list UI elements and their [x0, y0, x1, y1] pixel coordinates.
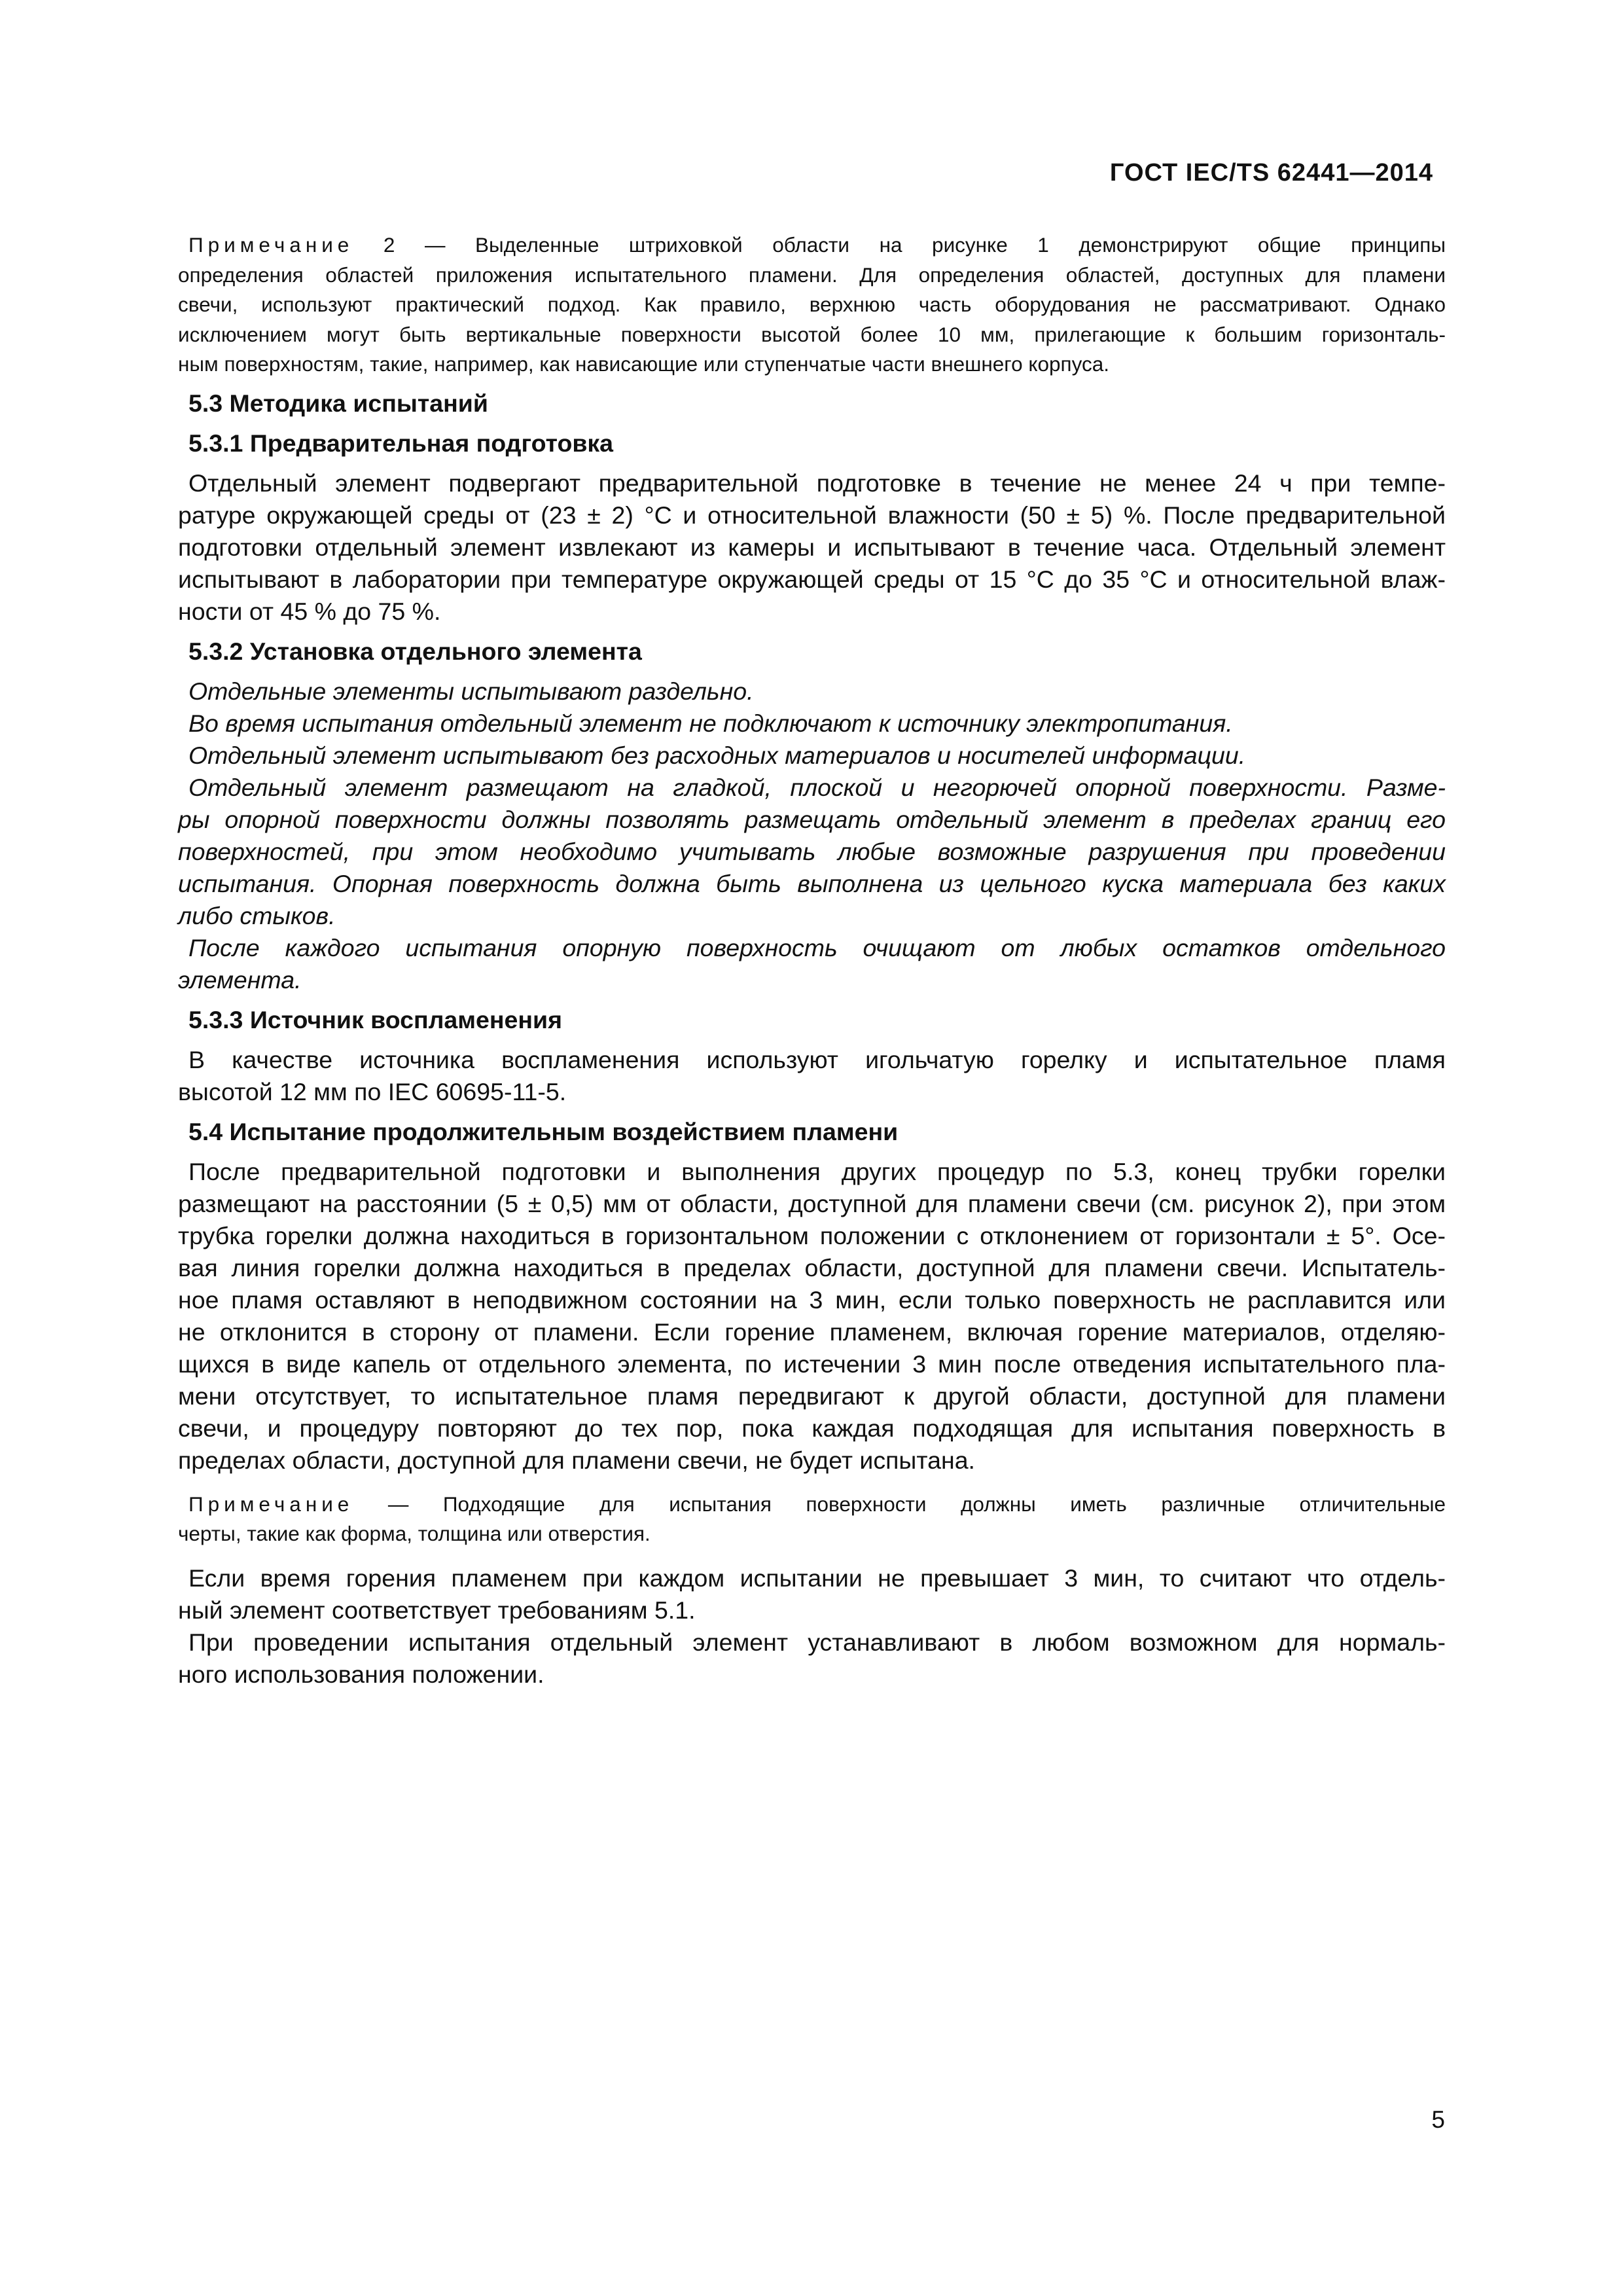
section-5-4-conclusion [178, 1562, 1446, 1691]
section-5-3-2-heading: 5.3.2 Установка отдельного элемента [188, 637, 642, 665]
note-line: Примечание — Подходящие для испытания поверхности должны иметь различные отличительные [188, 1492, 1446, 1516]
note-2-line: определения областей приложения испытательного пламени. Для определения областей, доступных для пламени [178, 262, 1446, 287]
section-5-3-heading: 5.3 Методика испытаний [188, 389, 488, 417]
section-5-3-1-heading: 5.3.1 Предварительная подготовка [188, 429, 614, 457]
text-line: ный элемент соответствует требованиям 5.1. [178, 1596, 696, 1624]
section-5-4-text [178, 1156, 1446, 1477]
page-content [178, 230, 1446, 1691]
section-5-3-3-heading: 5.3.3 Источник воспламенения [188, 1005, 562, 1033]
note-2-line: ным поверхностям, такие, например, как нависающие или ступенчатые части внешнего корпуса. [178, 352, 1110, 376]
text-line: размещают на расстоянии (5 ± 0,5) мм от области, доступной для пламени свечи (см. рисунок 2), при этом [178, 1189, 1446, 1217]
text-line: Если время горения пламенем при каждом испытании не превышает 3 мин, то считают что отдель- [188, 1564, 1446, 1592]
text-line: пределах области, доступной для пламени свечи, не будет испытана. [178, 1446, 975, 1474]
text-line: поверхностей, при этом необходимо учитывать любые возможные разрушения при проведении [178, 837, 1446, 865]
text-line: высотой 12 мм по IEC 60695-11-5. [178, 1077, 567, 1105]
page-number: 5 [1431, 2106, 1445, 2133]
text-line: После предварительной подготовки и выполнения других процедур по 5.3, конец трубки горелки [188, 1157, 1446, 1185]
note-5-4 [178, 1490, 1446, 1549]
text-line: вая линия горелки должна находиться в пределах области, доступной для пламени свечи. Испытатель- [178, 1253, 1446, 1282]
text-line: испытывают в лаборатории при температуре окружающей среды от 15 °C до 35 °C и относительной влаж- [178, 565, 1446, 593]
note-line: черты, такие как форма, толщина или отверстия. [178, 1522, 651, 1545]
text-line: Отдельный элемент испытывают без расходных материалов и носителей информации. [188, 741, 1246, 769]
note-2 [178, 230, 1446, 380]
text-line: В качестве источника воспламенения используют игольчатую горелку и испытательное пламя [188, 1045, 1446, 1073]
text-line: испытания. Опорная поверхность должна быть выполнена из цельного куска материала без каких [178, 869, 1446, 897]
section-5-4-heading: 5.4 Испытание продолжительным воздействием пламени [188, 1117, 899, 1145]
section-5-3-2-text [178, 675, 1446, 996]
section-5-3-3-text [178, 1044, 1446, 1108]
text-line: Отдельные элементы испытывают раздельно. [188, 677, 754, 705]
text-line: ное пламя оставляют в неподвижном состоянии на 3 мин, если только поверхность не расплавится или [178, 1285, 1446, 1314]
note-2-line: свечи, используют практический подход. Как правило, верхнюю часть оборудования не рассматривают. Однако [178, 293, 1446, 316]
note-label: Примечание [188, 233, 354, 257]
text-line: ного использования положении. [178, 1660, 544, 1688]
text-line: Отдельный элемент подвергают предварительной подготовке в течение не менее 24 ч при темпе- [188, 469, 1446, 497]
note-2-line: Примечание 2 — Выделенные штриховкой области на рисунке 1 демонстрируют общие принципы [188, 233, 1446, 257]
text-line: Отдельный элемент размещают на гладкой, плоской и негорючей опорной поверхности. Разме- [188, 773, 1446, 801]
section-5-3-1-text [178, 467, 1446, 628]
text-line: ратуре окружающей среды от (23 ± 2) °C и относительной влажности (50 ± 5) %. После предварительной [178, 501, 1446, 529]
text-line: При проведении испытания отдельный элемент устанавливают в любом возможном для нормаль- [188, 1628, 1446, 1656]
document-header: ГОСТ IEC/TS 62441—2014 [1109, 159, 1433, 187]
text-line: трубка горелки должна находиться в горизонтальном положении с отклонением от горизонтали ± 5°. Осе- [178, 1221, 1446, 1249]
text-line: щихся в виде капель от отдельного элемента, по истечении 3 мин после отведения испытательного пла- [178, 1350, 1446, 1378]
text-line: Во время испытания отдельный элемент не подключают к источнику электропитания. [188, 709, 1233, 737]
text-line: не отклонится в сторону от пламени. Если горение пламенем, включая горение материалов, отделяю- [178, 1318, 1446, 1346]
text-line: свечи, и процедуру повторяют до тех пор, пока каждая подходящая для испытания поверхность в [178, 1414, 1446, 1442]
note-2-line: исключением могут быть вертикальные поверхности высотой более 10 мм, прилегающие к большим горизонталь- [178, 322, 1446, 346]
text-line: мени отсутствует, то испытательное пламя передвигают к другой области, доступной для пламени [178, 1382, 1446, 1410]
text-line: ры опорной поверхности должны позволять размещать отдельный элемент в пределах границ его [178, 805, 1446, 833]
text-line: ности от 45 % до 75 %. [178, 597, 441, 625]
note-label: Примечание [188, 1492, 354, 1516]
text-line: элемента. [178, 965, 302, 994]
text-line: подготовки отдельный элемент извлекают из камеры и испытывают в течение часа. Отдельный элемент [178, 533, 1446, 561]
text-line: После каждого испытания опорную поверхность очищают от любых остатков отдельного [188, 933, 1446, 961]
text-line: либо стыков. [178, 901, 336, 929]
